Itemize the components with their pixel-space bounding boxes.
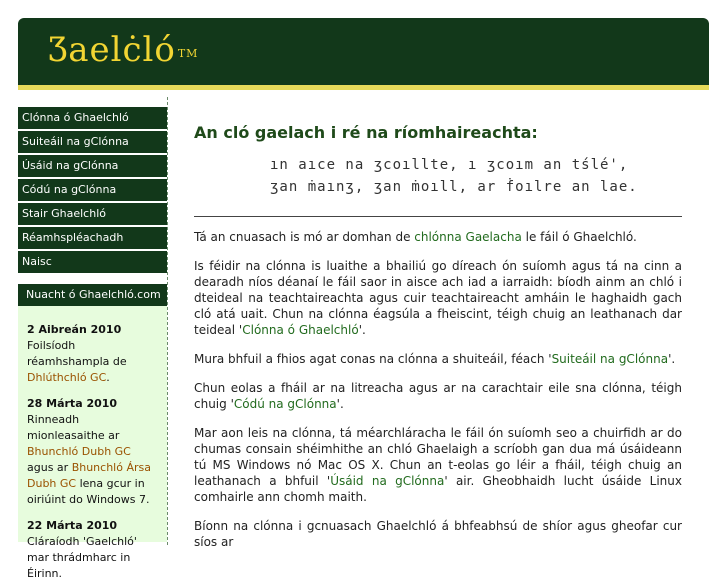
- install-paragraph: [194, 351, 682, 367]
- link-chlonna-gaelacha[interactable]: chlónna Gaelacha: [414, 230, 522, 244]
- paragraph-text: le fáil ó Ghaelchló.: [521, 230, 637, 244]
- news-item: [27, 518, 158, 582]
- paragraph-text: '.: [668, 352, 676, 366]
- sidebar-item-naisc[interactable]: Naisc: [18, 251, 167, 273]
- news-text: .: [106, 371, 110, 384]
- news-panel: [18, 284, 167, 580]
- encoding-paragraph: [194, 380, 682, 412]
- download-paragraph: [194, 258, 682, 338]
- tagline-line: ın aıce na ʒcoıllte, ı ʒcoım an tślé',: [270, 157, 629, 173]
- site-logo[interactable]: [48, 28, 198, 72]
- sidebar-item-usaid[interactable]: Úsáid na gClónna: [18, 155, 167, 177]
- news-text: Rinneadh mionleasaithe ar: [27, 413, 120, 442]
- horizontal-rule: [194, 216, 682, 217]
- paragraph-text: Tá an cnuasach is mó ar domhan de: [194, 230, 415, 244]
- news-list: [18, 306, 167, 582]
- logo-text: Ʒaelċló: [48, 30, 176, 70]
- keyboard-paragraph: [194, 425, 682, 505]
- news-item: [27, 322, 158, 386]
- paragraph-text: Is féidir na clónna is luaithe a bhailiú go díreach ón suíomh agus tá na cinn a dearadh níos déanaí le fáil saor in aisce ach iad a iarraidh: bíodh ainm an chló i dteideal na teachtaireachta agus cuir teachtaireacht amháin le haghaidh gach cló atá uait. Chun na clónna éagsúla a fheiscint, téigh chuig an leathanach dar teideal ': [194, 259, 682, 337]
- header-accent-bar: [18, 85, 709, 90]
- paragraph-text: ' air. Gheobhaidh lucht úsáide Linux comhairle ann chomh maith.: [194, 474, 682, 504]
- logo-trademark: TM: [177, 47, 199, 60]
- paragraph-text: Mar aon leis na clónna, tá méarchláracha le fáil ón suíomh seo a chuirfidh ar do chumas consain shéimhithe an chló Ghaelaigh a scríobh gan dua má úsáideann tú MS Windows nó Mac OS X. Chun an t-eolas go léir a fháil, téigh chuig an leathanach a bhfuil ': [194, 426, 682, 488]
- sidebar-item-stair[interactable]: Stair Ghaelchló: [18, 203, 167, 225]
- news-date: 2 Aibreán 2010: [27, 323, 122, 336]
- sidebar-divider: [167, 97, 168, 545]
- sidebar-item-clonna[interactable]: Clónna ó Ghaelchló: [18, 107, 167, 129]
- intro-paragraph: [194, 229, 682, 245]
- paragraph-text: '.: [336, 397, 344, 411]
- sidebar-item-codu[interactable]: Códú na gClónna: [18, 179, 167, 201]
- news-title: Nuacht ó Ghaelchló.com: [18, 284, 167, 306]
- site-header: [18, 18, 709, 85]
- sidebar-item-suiteail[interactable]: Suiteáil na gClónna: [18, 131, 167, 153]
- link-codu[interactable]: Códú na gClónna: [233, 397, 337, 411]
- news-date: 28 Márta 2010: [27, 397, 118, 410]
- news-link[interactable]: Bhunchló Ársa Dubh GC: [27, 461, 151, 490]
- page-title: An cló gaelach i ré na ríomhaireachta:: [194, 123, 538, 142]
- link-suiteail[interactable]: Suiteáil na gClónna: [551, 352, 669, 366]
- link-clonna[interactable]: Clónna ó Ghaelchló: [242, 323, 359, 337]
- news-link[interactable]: Bhunchló Dubh GC: [27, 445, 131, 458]
- news-date: 22 Márta 2010: [27, 519, 118, 532]
- news-text: Cláraíodh 'Gaelchló' mar thrádmharc in Éirinn.: [27, 535, 137, 580]
- news-link[interactable]: Dhlúthchló GC: [27, 371, 107, 384]
- paragraph-text: Mura bhfuil a fhios agat conas na clónna a shuiteáil, féach ': [194, 352, 552, 366]
- paragraph-text: '.: [358, 323, 366, 337]
- link-usaid[interactable]: Úsáid na gClónna: [330, 474, 445, 488]
- tagline-line: ʒan ṁaınʒ, ʒan ṁoıll, ar ḟoılre an lae.: [270, 179, 638, 195]
- main-content: [194, 120, 682, 563]
- improvement-paragraph: Bíonn na clónna i gcnuasach Ghaelchló á bhfeabhsú de shíor agus gheofar cur síos ar: [194, 519, 682, 549]
- news-text: Foilsíodh réamhshampla de: [27, 339, 127, 368]
- paragraph-text: Chun eolas a fháil ar na litreacha agus ar na carachtair eile sna clónna, téigh chuig ': [194, 381, 682, 411]
- news-text: agus ar: [27, 461, 72, 474]
- sidebar-item-reamhsplechadh[interactable]: Réamhspléachadh: [18, 227, 167, 249]
- sidebar-nav: [18, 107, 167, 275]
- news-item: [27, 396, 158, 508]
- news-text: lena gcur in oiriúint do Windows 7.: [27, 477, 150, 506]
